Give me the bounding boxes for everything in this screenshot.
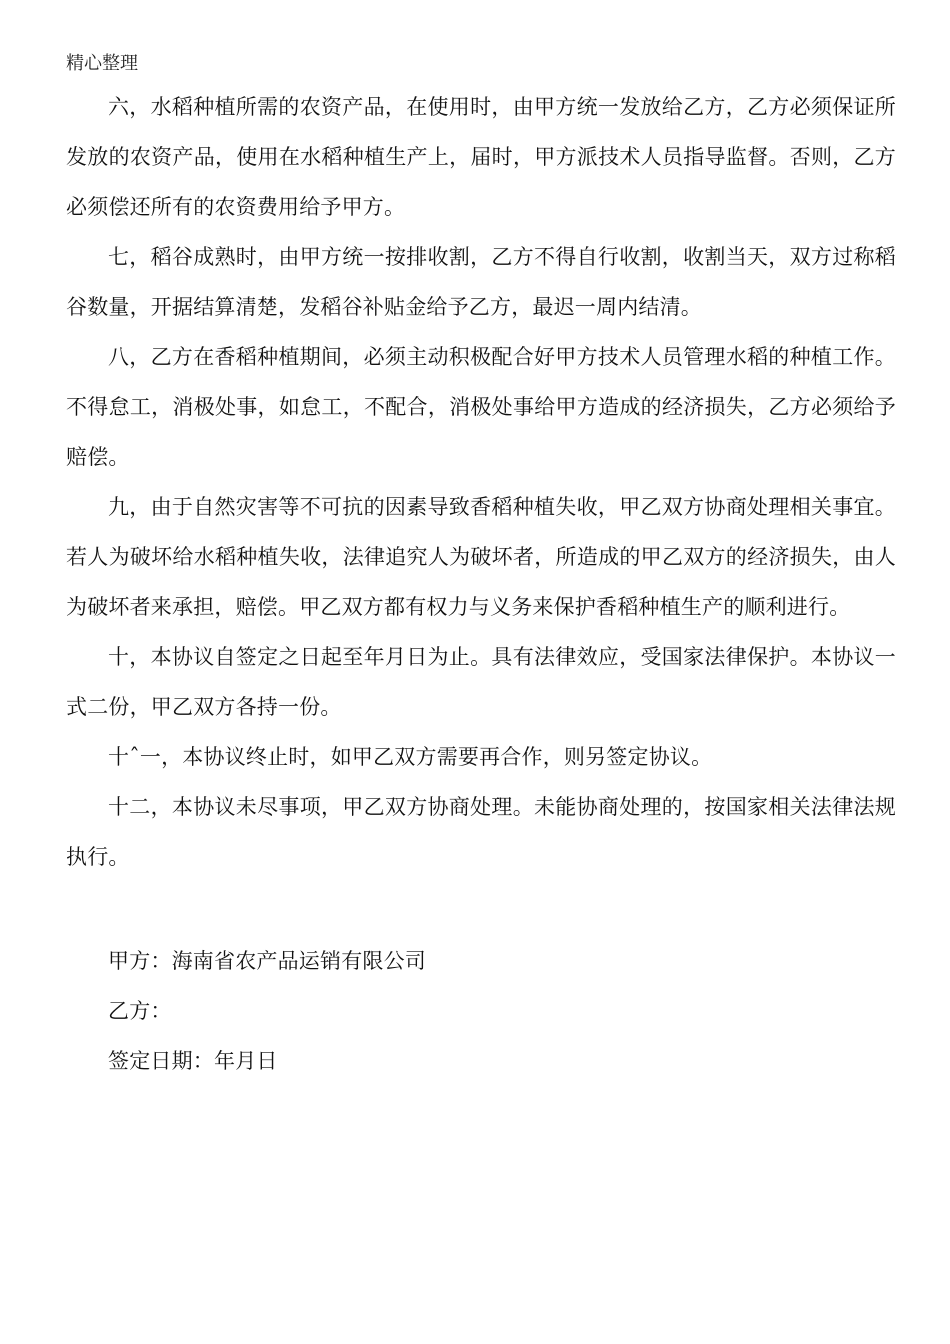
clause-6: 六，水稻种植所需的农资产品，在使用时，由甲方统一发放给乙方，乙方必须保证所发放的农资产品，使用在水稻种植生产上，届时，甲方派技术人员指导监督。否则，乙方必须偿还所有的农资费用给予甲方。 [66, 95, 896, 219]
clause-12: 十二，本协议未尽事项，甲乙双方协商处理。未能协商处理的，按国家相关法律法规执行。 [66, 795, 896, 869]
party-a-line: 甲方：海南省农产品运销有限公司 [108, 949, 426, 973]
signature-block [108, 936, 808, 1086]
clause-7: 七，稻谷成熟时，由甲方统一按排收割，乙方不得自行收割，收割当天，双方过称稻谷数量，开据结算清楚，发稻谷补贴金给予乙方，最迟一周内结清。 [66, 245, 896, 319]
sign-date-line: 签定日期：年月日 [108, 1049, 278, 1073]
clause-9: 九，由于自然灾害等不可抗的因素导致香稻种植失收，甲乙双方协商处理相关事宜。若人为破坏给水稻种植失收，法律追究人为破坏者，所造成的甲乙双方的经济损失，由人为破坏者来承担，赔偿。甲乙双方都有权力与义务来保护香稻种植生产的顺利进行。 [66, 495, 896, 619]
clause-10: 十，本协议自签定之日起至年月日为止。具有法律效应，受国家法律保护。本协议一式二份，甲乙双方各持一份。 [66, 645, 896, 719]
header-note: 精心整理 [66, 53, 138, 74]
party-b-line: 乙方： [108, 999, 172, 1023]
clause-8: 八，乙方在香稻种植期间，必须主动积极配合好甲方技术人员管理水稻的种植工作。不得怠工，消极处事，如怠工，不配合，消极处事给甲方造成的经济损失，乙方必须给予赔偿。 [66, 345, 896, 469]
clauses-section [66, 82, 896, 882]
clause-11: 十ˆ一，本协议终止时，如甲乙双方需要再合作，则另签定协议。 [108, 745, 713, 769]
